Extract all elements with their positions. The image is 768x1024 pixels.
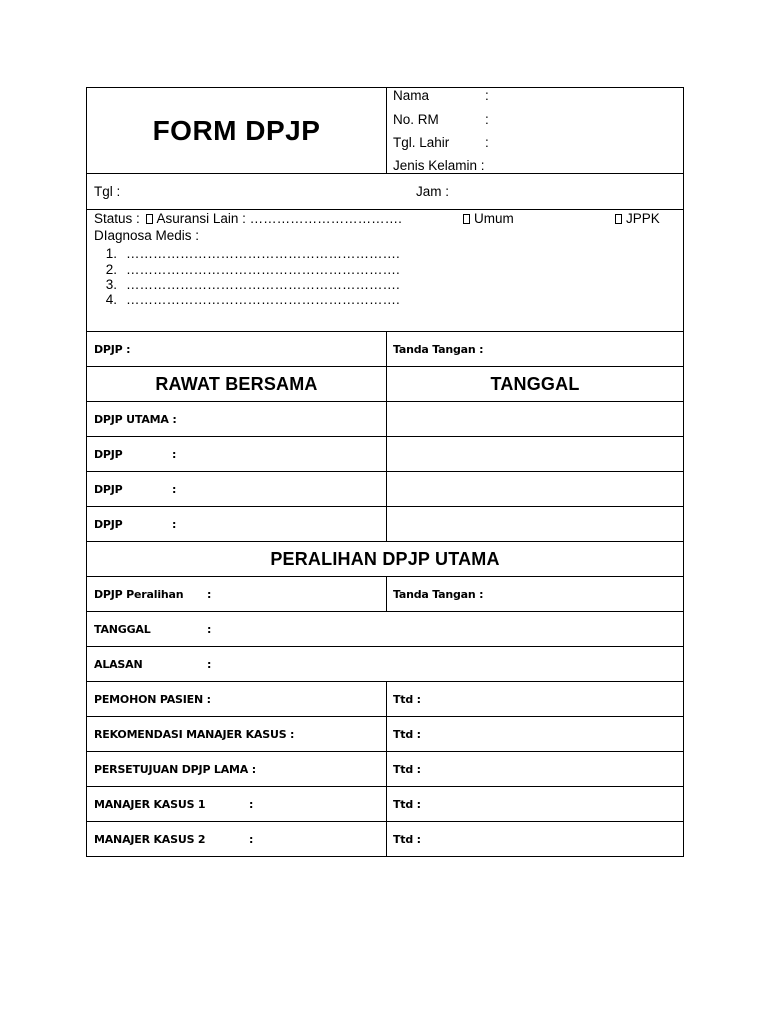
column-divider [386,787,387,821]
manajer-kasus-colon: : [249,797,254,811]
form-title: FORM DPJP [152,114,321,146]
column-divider [386,472,387,506]
peralihan-heading: PERALIHAN DPJP UTAMA [270,548,500,569]
jam-cell [416,174,449,209]
ttd-label: Ttd : [393,692,421,706]
manajer-kasus-label: MANAJER KASUS 2 [94,832,206,846]
dpjp-peralihan-label: DPJP Peralihan [94,587,184,601]
persetujuan-label: PERSETUJUAN DPJP LAMA : [94,762,256,776]
pemohon-pasien-row [87,682,683,717]
jam-label: Jam : [416,184,450,199]
ttd-label: Ttd : [393,727,421,741]
diagnosis-item [87,292,400,307]
manajer-kasus-2-row [87,822,683,856]
persetujuan-row [87,752,683,787]
patient-field-tgl-lahir [393,135,489,150]
dpjp-label: DPJP : [94,342,131,356]
jppk-label: JPPK [626,211,660,226]
field-label: Jenis Kelamin : [393,158,485,173]
tanggal-heading: TANGGAL [490,373,580,394]
ttd-label: Ttd : [393,797,421,811]
dpjp-colon: : [172,482,177,496]
title-cell [87,88,386,173]
diagnosis-text: ……………………………………………………. [126,277,400,292]
field-colon: : [485,112,489,127]
tanggal-row [87,612,683,647]
dpjp-colon: : [172,447,177,461]
column-divider [386,88,387,173]
header-row [87,88,683,174]
manajer-kasus-1-row [87,787,683,822]
dpjp-peralihan-row [87,577,683,612]
diagnosis-number: 1. [105,246,117,261]
column-divider [386,402,387,436]
jppk-checkbox[interactable] [615,214,622,224]
alasan-colon: : [207,657,212,671]
alasan-label: ALASAN [94,657,143,671]
ttd-label: Ttd : [393,832,421,846]
patient-field-nama [393,88,489,103]
tanggal-label: TANGGAL [94,622,151,636]
diagnosis-item [87,277,400,292]
diagnosis-text: ……………………………………………………. [126,262,400,277]
dpjp-row [87,332,683,367]
status-diagnosis-block [87,210,683,332]
asuransi-checkbox[interactable] [146,214,153,224]
column-divider [386,437,387,471]
manajer-kasus-label: MANAJER KASUS 1 [94,797,206,811]
dpjp-label: DPJP [94,517,123,531]
diagnosis-number: 2. [105,262,117,277]
patient-field-norm [393,112,489,127]
ttd-label: Ttd : [393,762,421,776]
column-divider [386,577,387,611]
dpjp-label: DPJP [94,447,123,461]
umum-label: Umum [474,211,514,226]
column-divider [386,332,387,366]
tanda-tangan-label: Tanda Tangan : [393,342,484,356]
diagnosis-label: DIagnosa Medis : [94,228,200,243]
status-line [94,211,402,226]
dpjp-form [86,87,684,857]
umum-checkbox[interactable] [463,214,470,224]
field-label: Tgl. Lahir [393,135,450,150]
peralihan-heading-row [87,542,683,577]
field-label: Nama [393,88,430,103]
tgl-label: Tgl : [94,184,121,199]
rawat-bersama-heading-row [87,367,683,402]
patient-field-jenis-kelamin [393,158,485,173]
tanda-tangan-label: Tanda Tangan : [393,587,484,601]
dpjp-row-2 [87,472,683,507]
diagnosis-text: ……………………………………………………. [126,292,400,307]
column-divider [386,717,387,751]
rekomendasi-row [87,717,683,752]
field-label: No. RM [393,112,439,127]
dpjp-row-1 [87,437,683,472]
dpjp-utama-row [87,402,683,437]
alasan-row [87,647,683,682]
dpjp-peralihan-colon: : [207,587,212,601]
tgl-cell [94,174,120,209]
dpjp-row-3 [87,507,683,542]
dpjp-utama-label: DPJP UTAMA : [94,412,177,426]
pemohon-pasien-label: PEMOHON PASIEN : [94,692,211,706]
umum-option [461,211,514,226]
asuransi-label: Asuransi Lain : ……………………………. [156,211,402,226]
dpjp-label: DPJP [94,482,123,496]
column-divider [386,682,387,716]
diagnosis-item [87,246,400,261]
diagnosis-text: ……………………………………………………. [126,246,400,261]
manajer-kasus-colon: : [249,832,254,846]
rekomendasi-label: REKOMENDASI MANAJER KASUS : [94,727,295,741]
diagnosis-item [87,262,400,277]
column-divider [386,822,387,856]
diagnosis-number: 4. [105,292,117,307]
dpjp-colon: : [172,517,177,531]
rawat-bersama-heading: RAWAT BERSAMA [155,373,318,394]
column-divider [386,507,387,541]
tanggal-colon: : [207,622,212,636]
date-row [87,174,683,210]
status-label: Status : [94,211,140,226]
field-colon: : [485,88,489,103]
field-colon: : [485,135,489,150]
column-divider [386,752,387,786]
jppk-option [613,211,660,226]
diagnosis-number: 3. [105,277,117,292]
